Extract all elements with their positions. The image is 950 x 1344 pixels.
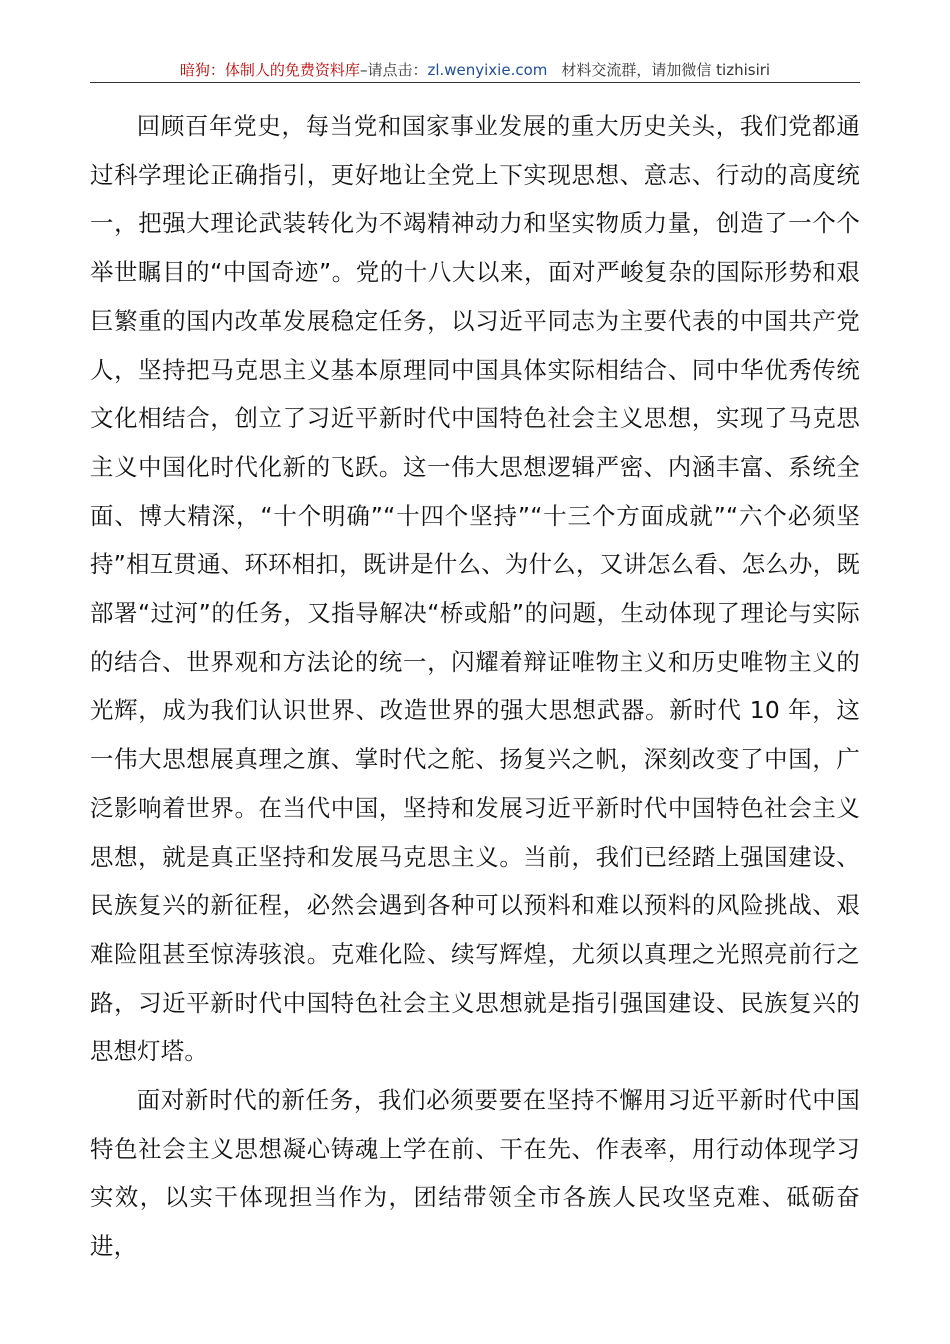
body-paragraph-2: 面对新时代的新任务，我们必须要要在坚持不懈用习近平新时代中国特色社会主义思想凝心铸魂上学在前、干在先、作表率，用行动体现学习实效，以实干体现担当作为，团结带领全市各族人民攻坚克难、砥砺奋进， (90, 1086, 860, 1261)
header-brand: 暗狗：体制人的免费资料库 (179, 61, 360, 79)
header-divider (90, 82, 860, 83)
body-paragraph-1: 回顾百年党史，每当党和国家事业发展的重大历史关头，我们党都通过科学理论正确指引，更好地让全党上下实现思想、意志、行动的高度统一，把强大理论武装转化为不竭精神动力和坚实物质力量，创造了一个个举世瞩目的“中国奇迹”。党的十八大以来，面对严峻复杂的国际形势和艰巨繁重的国内改革发展稳定任务，以习近平同志为主要代表的中国共产党人，坚持把马克思主义基本原理同中国具体实际相结合、同中华优秀传统文化相结合，创立了习近平新时代中国特色社会主义思想，实现了马克思主义中国化时代化新的飞跃。这一伟大思想逻辑严密、内涵丰富、系统全面、博大精深，“十个明确”“十四个坚持”“十三个方面成就”“六个必须坚持”相互贯通、环环相扣，既讲是什么、为什么，又讲怎么看、怎么办，既部署“过河”的任务，又指导解决“桥或船”的问题，生动体现了理论与实际的结合、世界观和方法论的统一，闪耀着辩证唯物主义和历史唯物主义的光辉，成为我们认识世界、改造世界的强大思想武器。新时代 10 年，这一伟大思想展真理之旗、掌时代之舵、扬复兴之帆，深刻改变了中国，广泛影响着世界。在当代中国，坚持和发展习近平新时代中国特色社会主义思想，就是真正坚持和发展马克思主义。当前，我们已经踏上强国建设、民族复兴的新征程，必然会遇到各种可以预料和难以预料的风险挑战、艰难险阻甚至惊涛骇浪。克难化险、续写辉煌，尤须以真理之光照亮前行之路，习近平新时代中国特色社会主义思想就是指引强国建设、民族复兴的思想灯塔。 (90, 112, 860, 1066)
header-prompt: –请点击： (359, 61, 428, 79)
header-contact: 材料交流群，请加微信 tizhisiri (561, 61, 771, 79)
document-body (90, 102, 860, 1271)
page-header (90, 58, 860, 82)
header-link[interactable]: zl.wenyixie.com (427, 61, 548, 79)
